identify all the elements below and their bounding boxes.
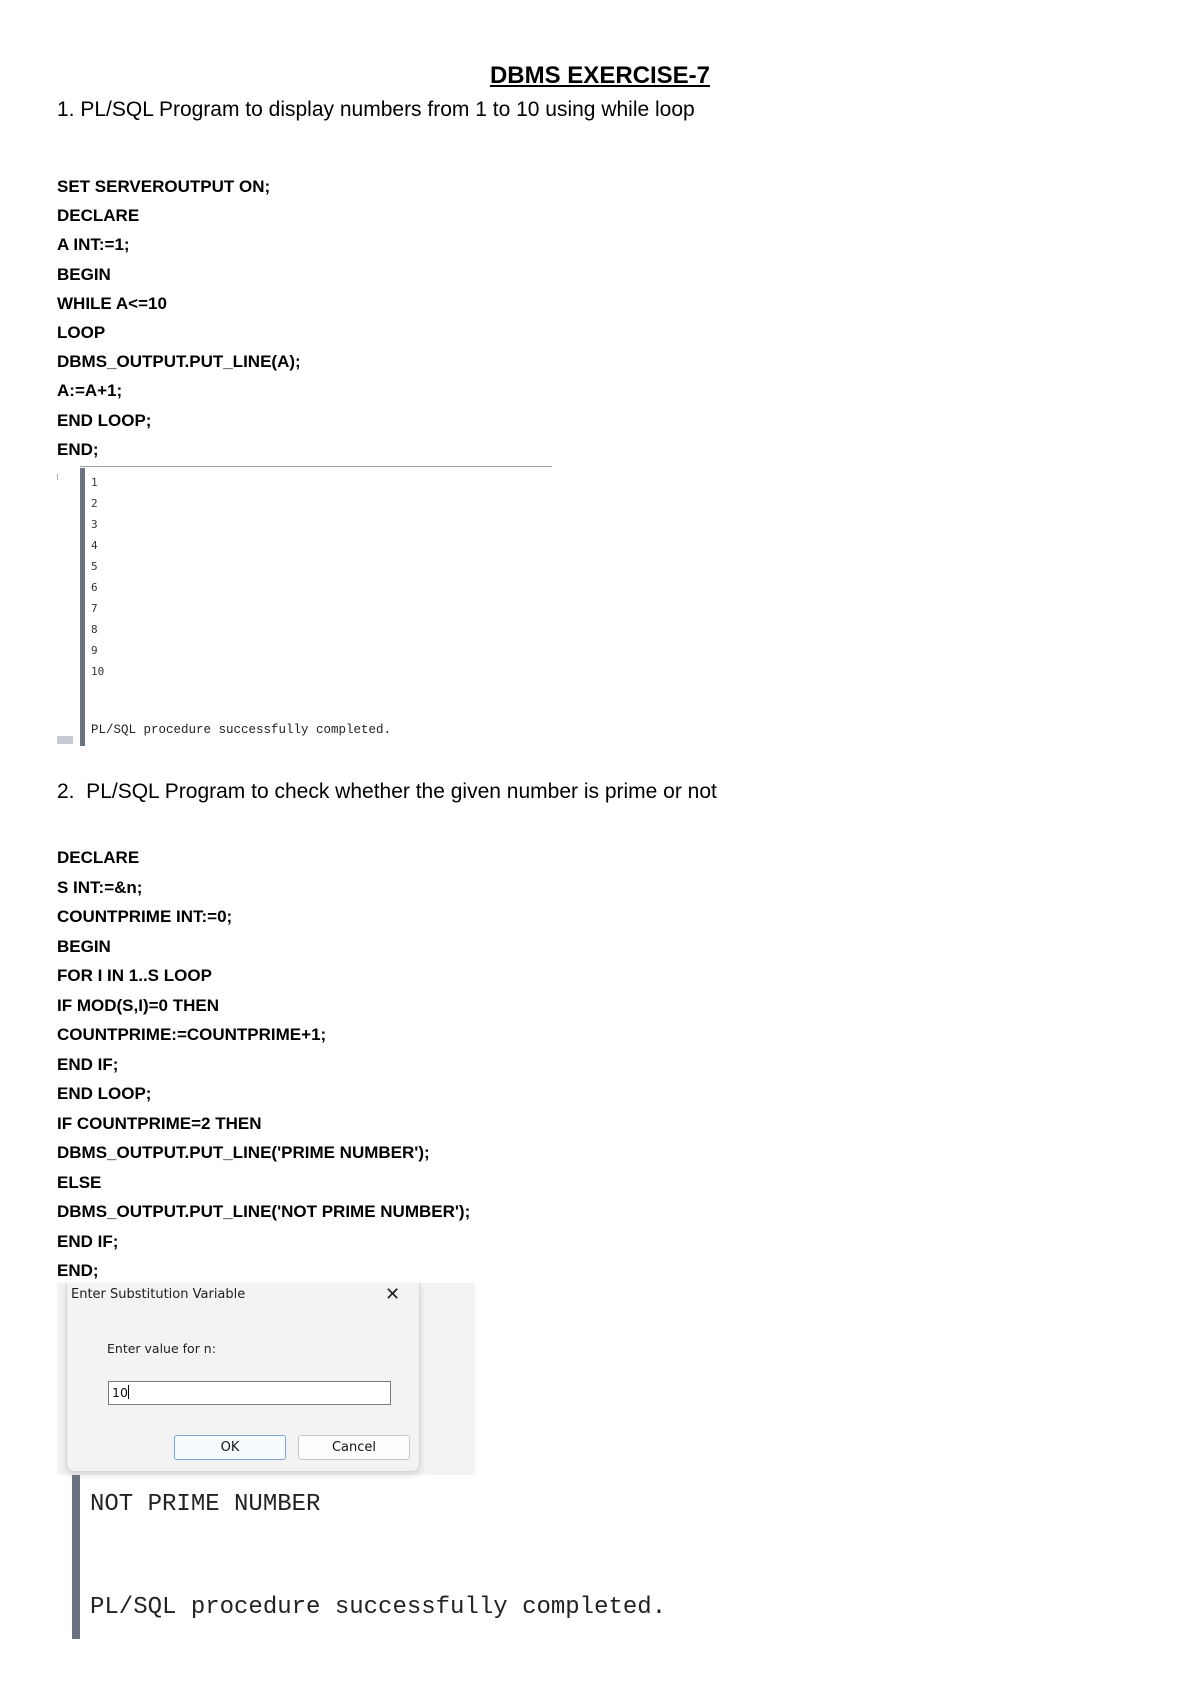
cropped-text-fragment [86,1469,156,1479]
cancel-button[interactable]: Cancel [298,1435,410,1460]
code-line: END; [57,1261,99,1280]
value-input-text: 10 [112,1385,128,1400]
code-line: A:=A+1; [57,381,123,401]
code-line: BEGIN [57,936,111,956]
code-line: DECLARE [57,206,140,226]
code-line: SET SERVEROUTPUT ON; [57,177,271,196]
value-input[interactable] [108,1381,391,1405]
dialog-prompt-label: Enter value for n: [107,1341,216,1356]
code-line: DBMS_OUTPUT.PUT_LINE(A); [57,352,301,372]
output-line: 1 [91,476,98,489]
section2-code [57,843,470,1286]
code-line: WHILE A<=10 [57,293,167,313]
close-icon[interactable]: ✕ [385,1284,401,1305]
code-line: A INT:=1; [57,235,130,255]
output-lines [91,472,104,682]
dialog-title: Enter Substitution Variable [71,1287,246,1302]
script-output-panel-2 [72,1475,772,1639]
output-status-message: PL/SQL procedure successfully completed. [90,1594,667,1621]
output-line: 4 [91,539,98,552]
code-line: LOOP [57,322,106,342]
output-line: 7 [91,602,98,615]
code-line: END IF; [57,1054,119,1074]
page-title: DBMS EXERCISE-7 [489,62,711,89]
code-line: DBMS_OUTPUT.PUT_LINE('PRIME NUMBER'); [57,1143,430,1162]
output-status-message: PL/SQL procedure successfully completed. [91,723,392,737]
code-line: DECLARE [57,848,140,867]
section1-heading: 1. PL/SQL Program to display numbers from 1 to 10 using while loop [57,98,695,121]
code-line: END LOOP; [57,1084,152,1103]
code-line: BEGIN [57,264,111,284]
script-output-panel [80,468,552,746]
output-result: NOT PRIME NUMBER [90,1491,321,1518]
output-line: 9 [91,644,98,657]
code-line: S INT:=&n; [57,877,143,897]
code-line: END LOOP; [57,410,152,430]
gutter-mark [57,474,58,480]
section1-code [57,172,301,464]
section2-heading: 2. PL/SQL Program to check whether the given number is prime or not [57,780,717,803]
output-line: 8 [91,623,98,636]
text-caret [128,1385,129,1399]
output-line: 2 [91,497,98,510]
code-line: DBMS_OUTPUT.PUT_LINE('NOT PRIME NUMBER'); [57,1202,471,1221]
output-line: 3 [91,518,98,531]
code-line: COUNTPRIME INT:=0; [57,907,233,926]
substitution-variable-dialog [66,1283,420,1472]
output-panel-border [80,466,552,467]
output-line: 5 [91,560,98,573]
code-line: ELSE [57,1172,102,1192]
output-line: 10 [91,665,105,678]
ok-button[interactable]: OK [174,1435,286,1460]
code-line: IF COUNTPRIME=2 THEN [57,1113,262,1133]
code-line: END; [57,439,99,459]
output-line: 6 [91,581,98,594]
code-line: COUNTPRIME:=COUNTPRIME+1; [57,1025,327,1044]
gutter-corner [57,736,73,744]
code-line: IF MOD(S,I)=0 THEN [57,995,219,1015]
code-line: FOR I IN 1..S LOOP [57,966,212,985]
code-line: END IF; [57,1231,119,1251]
